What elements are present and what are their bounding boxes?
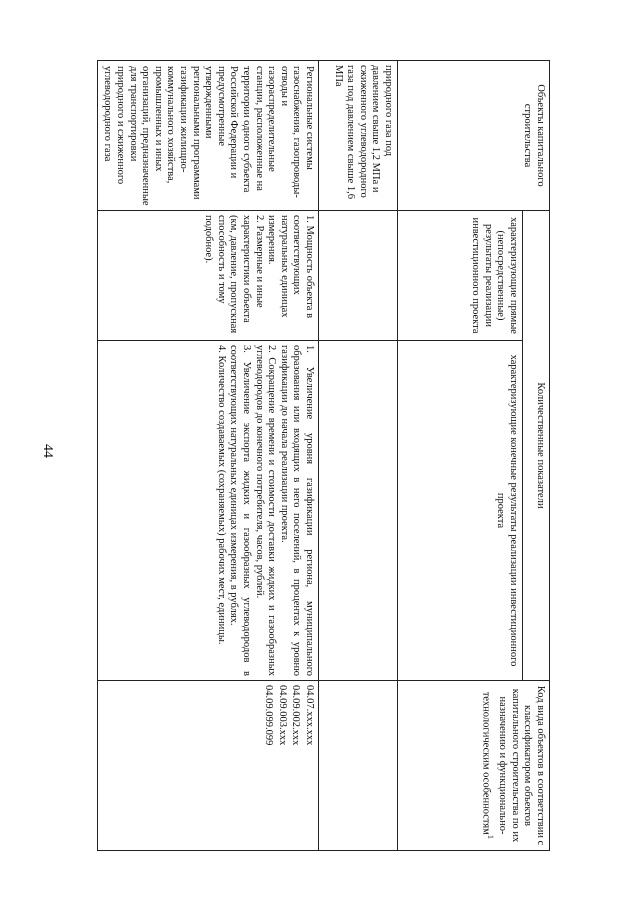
header-code-label: Код вида объектов в соответствии с классификатором объектов капитального строительства по их назначению и функционально-технологическим особенностям — [480, 685, 546, 846]
object-code: 04.07.xxx.xxx — [304, 685, 315, 746]
document-table-wrapper — [90, 60, 550, 850]
header-code — [398, 681, 550, 851]
header-direct-results-label: характеризующие прямые (непосредственные) результаты реализации инвестиционного проекта — [470, 217, 519, 334]
final-result-item: 1. Увеличение уровня газификации региона, муниципального образования или входящих в него поселений, в процентах к уровню газификации до начала реализации проекта. — [278, 345, 315, 676]
direct-result-item: 1. Мощность объекта в соответствующих натуральных единицах измерения. — [266, 215, 315, 319]
cell-codes — [97, 681, 318, 851]
header-row-top — [523, 61, 550, 851]
final-result-item: 4. Количество создаваемых (сохраняемых) рабочих мест, единицы. — [215, 345, 227, 645]
object-code: 04.09.003.xxx — [276, 685, 288, 746]
cell-final-results — [319, 341, 398, 681]
header-final-results — [398, 341, 523, 681]
header-quantitative-label: Количественные показатели — [535, 382, 546, 509]
header-final-results-label: характеризующие конечные результаты реализации инвестиционного проекта — [495, 354, 519, 667]
table-row — [319, 61, 398, 851]
cell-direct-results — [97, 211, 318, 341]
header-quantitative — [523, 211, 550, 681]
page-number: 44 — [40, 444, 55, 458]
final-result-item: 2. Сокращение времени и стоимости доставки жидких и газообразных углеводородов до конечного потребителя, часов, рублей. — [253, 345, 278, 676]
header-objects — [398, 61, 550, 211]
header-direct-results — [398, 211, 523, 341]
direct-result-item: 2. Размерные и иные характеристики объекта (км, давление, пропускная способность и тому подобное). — [203, 215, 265, 334]
cell-final-results — [97, 341, 318, 681]
object-code: 04.09.002.xxx — [290, 685, 302, 746]
header-code-footnote: 1 — [485, 834, 496, 840]
final-result-item: 3. Увеличение экспорта жидких и газообразных углеводородов в соответствующих натуральных единицах измерения, в рублях. — [228, 345, 253, 676]
object-code: 04.09.099.099 — [263, 685, 275, 746]
cell-codes — [319, 681, 398, 851]
cell-direct-results — [319, 211, 398, 341]
table-row — [97, 61, 318, 851]
cell-objects: природного газа под давлением свыше 1,2 МПа и сжиженного углеводородного газа под давлением свыше 1,6 МПа — [319, 61, 398, 211]
capital-objects-table — [97, 60, 550, 851]
cell-objects: Региональные системы газоснабжения, газопроводы-отводы и газораспределительные станции, расположенные на территории одного субъекта Российской Федерации и предусмотренные утвержденными региональными программами газификации жилищно-коммунального хозяйства, промышленных и иных организаций, предназначенные для транспортировки природного и сжиженного углеводородного газа — [97, 61, 318, 211]
header-objects-label: Объекты капитального строительства — [522, 84, 546, 187]
